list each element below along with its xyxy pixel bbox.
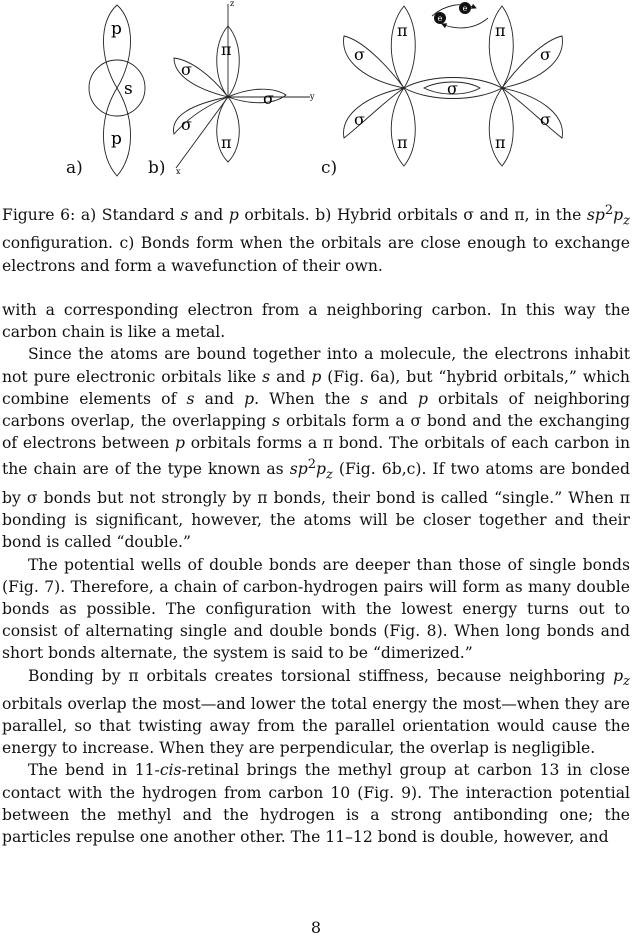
label-s: s [124, 79, 133, 99]
label-axis-y: y [310, 92, 315, 101]
label-p-top: p [111, 19, 122, 39]
panel-label-c: c) [321, 158, 338, 178]
pi-left-bottom [391, 88, 415, 166]
sigma-right-lower [502, 88, 562, 138]
paragraph-1: with a corresponding electron from a neighboring carbon. In this way the carbon chain is like a metal. [2, 301, 630, 342]
panel-b-orbitals [174, 4, 310, 168]
label-c-pi-left-top: π [397, 21, 408, 40]
pi-lobe-bottom [217, 97, 240, 162]
exchange-arrow-bottom [442, 18, 488, 28]
label-c-pi-right-bottom: π [495, 133, 506, 152]
pi-left-top [391, 6, 415, 88]
body-text [2, 299, 630, 848]
label-c-sigma-left-lower: σ [354, 110, 365, 129]
sigma-left-lower [344, 88, 404, 138]
panel-label-b: b) [148, 158, 166, 178]
label-sigma-lower-left: σ [181, 115, 192, 134]
orbital-figure [0, 0, 632, 190]
orbital-diagram [0, 0, 632, 190]
page-number: 8 [310, 918, 322, 937]
pi-right-bottom [489, 88, 513, 166]
label-sigma-right: σ [263, 89, 274, 108]
label-c-pi-left-bottom: π [397, 133, 408, 152]
paragraph-4: Bonding by π orbitals creates torsional stiffness, because neighboring $p_z$ orbitals overlap the most—and lower the total energy the most—when they are parallel, so that twisting away from the parallel orientation would cause the energy to increase. When they are perpendicular, the overlap is negligible. [2, 666, 630, 758]
sigma-lobe-right [228, 89, 286, 103]
label-pi-bottom: π [221, 133, 232, 152]
label-c-sigma-right-upper: σ [540, 45, 551, 64]
electron-label-left: e [437, 14, 443, 23]
label-sigma-upper-left: σ [181, 60, 192, 79]
paragraph-3: The potential wells of double bonds are deeper than those of single bonds (Fig. 7). Therefore, a chain of carbon-hydrogen pairs will form as many double bonds as possible. The configuration with the lowest energy turns out to consist of alternating single and double bonds (Fig. 8). When long bonds and short bonds alternate, the system is said to be “dimerized.” [2, 555, 630, 663]
label-c-sigma-bond: σ [447, 79, 458, 98]
p-lobe-top [103, 5, 130, 88]
label-p-bottom: p [111, 129, 122, 149]
label-c-pi-right-top: π [495, 21, 506, 40]
label-axis-x: x [176, 167, 181, 176]
electron-label-right: e [462, 4, 468, 13]
sigma-right-upper [502, 36, 562, 88]
figure-caption: Figure 6: a) Standard s and p orbitals. b) Hybrid orbitals σ and π, in the $sp^2p_z$ configuration. c) Bonds form when the orbitals are close enough to exchange electrons and form a wavefunction of their own. [2, 203, 630, 276]
sigma-left-upper [344, 36, 404, 88]
panel-label-a: a) [66, 158, 83, 178]
pi-right-top [489, 6, 513, 88]
label-c-sigma-left-upper: σ [354, 45, 365, 64]
label-pi-top: π [221, 40, 232, 59]
label-c-sigma-right-lower: σ [540, 110, 551, 129]
paragraph-2: Since the atoms are bound together into a molecule, the electrons inhabit not pure electronic orbitals like s and p (Fig. 6a), but “hybrid orbitals,” which combine elements of s and p. When the s and p orbitals of neighboring carbons overlap, the overlapping s orbitals form a σ bond and the exchanging of electrons between p orbitals forms a π bond. The orbitals of each carbon in the chain are of the type known as $sp^2p_z$ (Fig. 6b,c). If two atoms are bonded by σ bonds but not strongly by π bonds, their bond is called “single.” When π bonding is significant, however, the atoms will be closer together and their bond is called “double.” [2, 345, 631, 552]
label-axis-z: z [230, 0, 235, 8]
paragraph-5: The bend in 11-cis-retinal brings the methyl group at carbon 13 in close contact with the hydrogen from carbon 10 (Fig. 9). The interaction potential between the methyl and the hydrogen is a strong antibonding one; the particles repulse one another other. The 11–12 bond is double, however, and [2, 761, 630, 847]
